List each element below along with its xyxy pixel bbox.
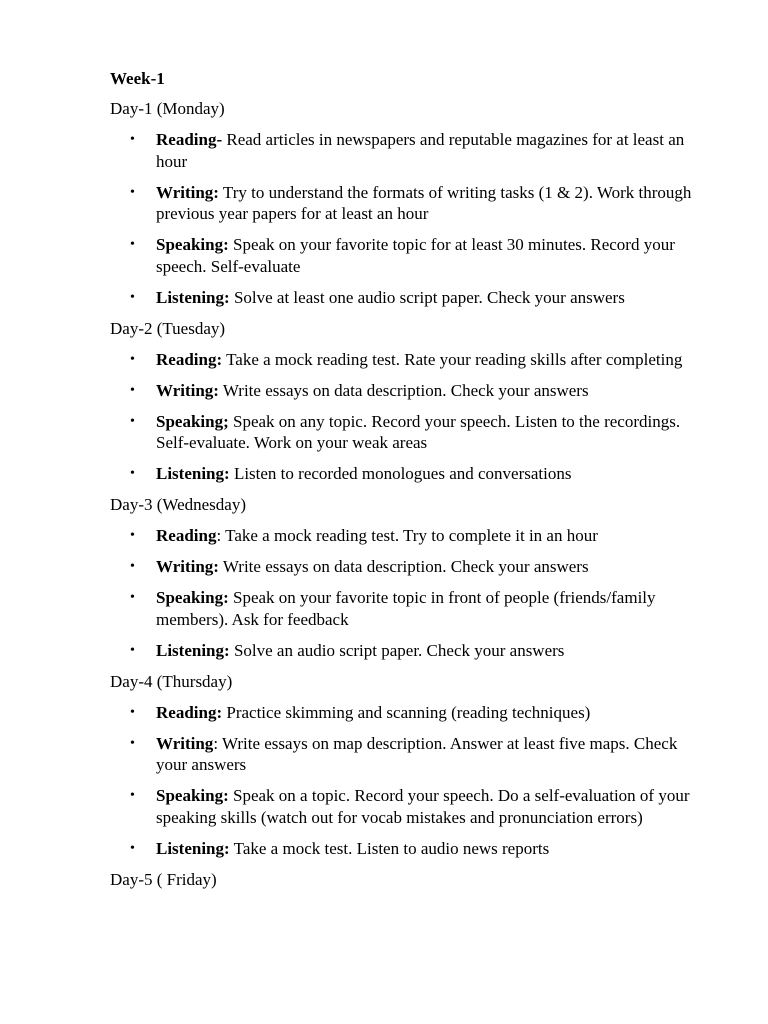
task-text: Solve at least one audio script paper. Check your answers xyxy=(233,287,625,307)
task-item xyxy=(110,287,700,309)
bullet-icon: • xyxy=(130,289,135,305)
task-text: Read articles in newspapers and reputable magazines for at least an hour xyxy=(156,130,685,171)
day-heading: Day-2 (Tuesday) xyxy=(110,318,226,338)
bullet-icon: • xyxy=(130,840,135,856)
task-text: Write essays on data description. Check your answers xyxy=(222,557,589,576)
task-text: Take a mock reading test. Rate your reading skills after completing xyxy=(226,349,683,369)
bullet-icon: • xyxy=(130,590,135,605)
task-item xyxy=(110,733,700,776)
task-label: Writing: xyxy=(156,380,219,400)
bullet-icon: • xyxy=(130,413,135,429)
task-item xyxy=(110,411,700,454)
bullet-icon: • xyxy=(130,237,135,252)
task-text: Take a mock test. Listen to audio news reports xyxy=(233,838,550,858)
task-item xyxy=(110,234,700,277)
day-heading: Day-5 ( Friday) xyxy=(110,869,217,889)
task-label: Speaking: xyxy=(156,588,229,607)
task-text: Write essays on map description. Answer at least five maps. Check your answers xyxy=(156,733,678,774)
day-heading: Day-1 (Monday) xyxy=(110,99,225,118)
day-heading: Day-4 (Thursday) xyxy=(110,671,233,691)
task-text: Try to understand the formats of writing tasks (1 & 2). Work through previous year papers for at least an hour xyxy=(156,182,692,223)
bullet-icon: • xyxy=(130,184,135,200)
task-label: Reading: xyxy=(156,349,223,369)
task-label: Listening: xyxy=(156,287,230,307)
task-item xyxy=(110,587,700,630)
bullet-icon: • xyxy=(130,466,135,481)
task-text: Speak on a topic. Record your speech. Do a self-evaluation of your speaking skills (watch out for vocab mistakes and pronunciation errors) xyxy=(156,786,690,827)
task-item xyxy=(110,702,700,724)
task-text: Solve an audio script paper. Check your answers xyxy=(233,640,565,660)
week-title: Week-1 xyxy=(110,69,165,88)
task-item xyxy=(110,556,700,578)
task-label: Speaking; xyxy=(156,411,229,431)
task-label: Writing: xyxy=(156,182,219,202)
task-text: Speak on your favorite topic in front of people (friends/family members). Ask for feedback xyxy=(156,588,656,629)
task-item xyxy=(110,129,700,172)
task-item xyxy=(110,640,700,662)
task-item xyxy=(110,463,700,485)
task-list xyxy=(110,349,700,485)
task-label: Reading- xyxy=(156,130,223,149)
task-label: Reading: xyxy=(156,702,223,722)
task-list xyxy=(110,525,700,661)
task-text: Practice skimming and scanning (reading techniques) xyxy=(226,702,591,722)
days-container xyxy=(110,98,700,890)
task-list xyxy=(110,702,700,860)
task-separator: : xyxy=(213,733,222,753)
task-item xyxy=(110,838,700,860)
task-text: Listen to recorded monologues and conversations xyxy=(233,464,572,483)
task-item xyxy=(110,349,700,371)
day-heading: Day-3 (Wednesday) xyxy=(110,495,246,514)
task-label: Listening: xyxy=(156,838,230,858)
task-list xyxy=(110,129,700,308)
task-text: Write essays on data description. Check your answers xyxy=(222,380,589,400)
task-item xyxy=(110,380,700,402)
task-item xyxy=(110,525,700,547)
task-label: Reading xyxy=(156,526,217,545)
task-label: Listening: xyxy=(156,640,230,660)
task-text: Take a mock reading test. Try to complete it in an hour xyxy=(225,526,598,545)
task-separator: : xyxy=(216,526,226,545)
document-page xyxy=(110,68,700,900)
bullet-icon: • xyxy=(130,351,135,367)
bullet-icon: • xyxy=(130,132,135,147)
task-text: Speak on your favorite topic for at least 30 minutes. Record your speech. Self-evaluate xyxy=(156,235,675,276)
task-item xyxy=(110,785,700,828)
task-item xyxy=(110,182,700,225)
task-label: Speaking: xyxy=(156,786,229,805)
bullet-icon: • xyxy=(130,788,135,803)
bullet-icon: • xyxy=(130,704,135,720)
task-label: Speaking: xyxy=(156,235,229,254)
bullet-icon: • xyxy=(130,735,135,751)
task-text: Speak on any topic. Record your speech. Listen to the recordings. Self-evaluate. Work on your weak areas xyxy=(156,411,681,452)
task-label: Writing: xyxy=(156,557,219,576)
task-label: Listening: xyxy=(156,464,230,483)
bullet-icon: • xyxy=(130,559,135,574)
bullet-icon: • xyxy=(130,642,135,658)
bullet-icon: • xyxy=(130,528,135,543)
bullet-icon: • xyxy=(130,382,135,398)
task-label: Writing xyxy=(156,733,214,753)
